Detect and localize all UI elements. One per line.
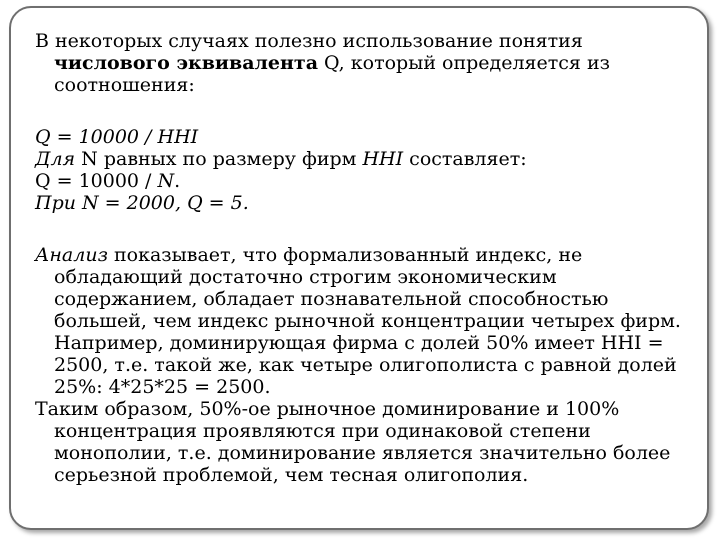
conclusion-paragraph: Таким образом, 50%-ое рыночное доминирование и 100% концентрация проявляются при одинаковой степени монополии, т.е. доминирование является значительно более серьезной проблемой, чем тесная олигополия. [35, 398, 671, 486]
intro-term: числового эквивалента [54, 52, 319, 74]
formula-line-1 [35, 126, 697, 148]
analysis-text: показывает, что формализованный индекс, не обладающий достаточно строгим экономическим содержанием, обладает познавательной способностью большей, чем индекс рыночной концентрации четырех фирм. Например, доминирующая фирма с долей 50% имеет HHI = 2500, т.е. такой же, как четыре олигополиста с равной долей 25%: 4*25*25 = 2500. [54, 244, 681, 398]
formula-line3-prefix: Q = 10000 / [35, 170, 158, 192]
spacer [35, 96, 697, 126]
formula-line3-end: . [174, 170, 181, 192]
formula-q-hhi: Q = 10000 / HHI [35, 126, 199, 148]
formula-line3-n: N [157, 170, 175, 192]
spacer [35, 214, 697, 244]
analysis-paragraph [35, 244, 697, 398]
slide-frame [9, 6, 709, 530]
intro-text-before: В некоторых случаях полезно использование понятия [35, 30, 583, 52]
intro-paragraph [35, 30, 697, 96]
formula-line-2 [35, 148, 697, 170]
formula-example: При N = 2000, Q = 5. [35, 192, 249, 214]
intro-text-after: Q, который определяется из соотношения: [54, 52, 610, 96]
formula-line2-mid: N равных по размеру фирм [75, 148, 363, 170]
formula-line2-end: составляет: [403, 148, 527, 170]
slide-content [35, 30, 697, 486]
formula-line2-lead: Для [35, 148, 76, 170]
formula-line-4 [35, 192, 697, 214]
analysis-lead: Анализ [35, 244, 108, 266]
formula-line-3 [35, 170, 697, 192]
formula-line2-hhi: HHI [362, 148, 404, 170]
